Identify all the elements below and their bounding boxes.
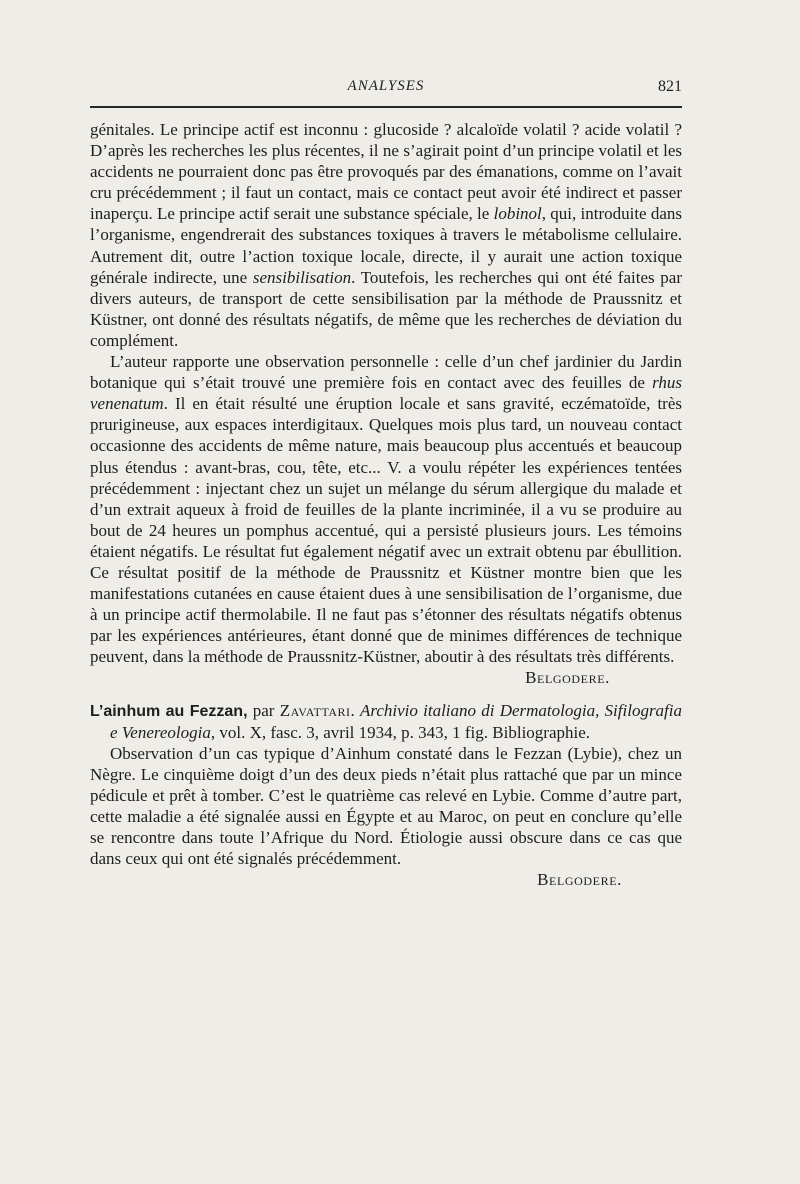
- term-lobinol: lobinol: [493, 204, 542, 224]
- signature: Belgodere.: [537, 870, 622, 890]
- signature: Belgodere.: [525, 668, 610, 688]
- paragraph: génitales. Le principe actif est inconnu : glucoside ? alcaloïde volatil ? acide volatil ? D’après les recherches les plus récentes, il ne s’agirait point d’un principe volatil et les accidents ne pourraient donc pas être provoqués par des émanations, comme on l’avait cru précédemment ; il faut un contact, mais ce contact peut avoir été indirect et passer inaperçu. Le principe actif serait une substance spéciale, le lobinol, qui, introduite dans l’organisme, engendrerait des substances toxiques à travers le métabolisme cellulaire. Autrement dit, outre l’action toxique locale, directe, il y aurait une action toxique générale indirecte, une sensibilisation. Toutefois, les recherches qui ont été faites par divers auteurs, de transport de cette sensibilisation par la méthode de Praussnitz et Küstner, ont donné des résultats négatifs, de même que les recherches de déviation du complément.: [90, 120, 683, 350]
- article-title: L’ainhum au Fezzan,: [90, 702, 248, 720]
- header-rule: [90, 106, 682, 108]
- paragraph: L’auteur rapporte une observation personnelle : celle d’un chef jardinier du Jardin botanique qui s’était trouvé une première fois en contact avec des feuilles de rhus venenatum. Il en était résulté une éruption locale et sans gravité, eczématoïde, très prurigineuse, aux espaces interdigitaux. Quelques mois plus tard, un nouveau contact occasionne des accidents de même nature, mais beaucoup plus accentués et beaucoup plus étendus : avant-bras, cou, tête, etc... V. a voulu répéter les expériences tentées précédemment : injectant chez un sujet un mélange du sérum allergique du malade et d’un extrait aqueux à froid de feuilles de la plante incriminée, il a vu se produire au bout de 24 heures un pomphus accentué, qui a persisté plusieurs jours. Les témoins étaient négatifs. Le résultat fut également négatif avec un extrait obtenu par ébullition. Ce résultat positif de la méthode de Praussnitz et Küstner montre bien que les manifestations cutanées en cause étaient dues à une sensibilisation de l’organisme, due à un principe actif thermolabile. Il ne faut pas s’étonner des résultats négatifs obtenus par les expériences antérieures, étant donné que de minimes différences de technique peuvent, dans la méthode de Praussnitz-Küstner, aboutir à des résultats très différents. Belgodere.: [90, 352, 682, 688]
- author-name: Zavattari: [279, 700, 351, 720]
- paragraph: Observation d’un cas typique d’Ainhum constaté dans le Fezzan (Lybie), chez un Nègre. Le cinquième doigt d’un des deux pieds n’était plus rattaché que par un mince pédicule et prêt à tomber. C’est le quatrième cas relevé en Lybie. Comme d’autre part, cette maladie a été signalée aussi en Égypte et au Maroc, on peut en conclure qu’elle se rencontre dans toute l’Afrique du Nord. Étiologie aussi obscure dans ce cas que dans ceux qui ont été signalés précédemment.: [90, 743, 682, 869]
- term-rhus-venenatum: rhus venenatum: [90, 373, 682, 414]
- term-sensibilisation: sensibilisation: [252, 267, 352, 287]
- page-number: 821: [658, 78, 682, 95]
- journal-name: Archivio italiano di Dermatologia, Sifilografia e Venereologia: [110, 700, 682, 742]
- running-title: ANALYSES: [347, 78, 425, 94]
- running-header: [90, 78, 682, 100]
- article-heading: L’ainhum au Fezzan, par Zavattari. Archivio italiano di Dermatologia, Sifilografia e Venereologia, vol. X, fasc. 3, avril 1934, p. 343, 1 fig. Bibliographie.: [90, 700, 682, 742]
- body-text: [90, 119, 682, 890]
- citation: , vol. X, fasc. 3, avril 1934, p. 343, 1 fig. Bibliographie.: [210, 722, 591, 742]
